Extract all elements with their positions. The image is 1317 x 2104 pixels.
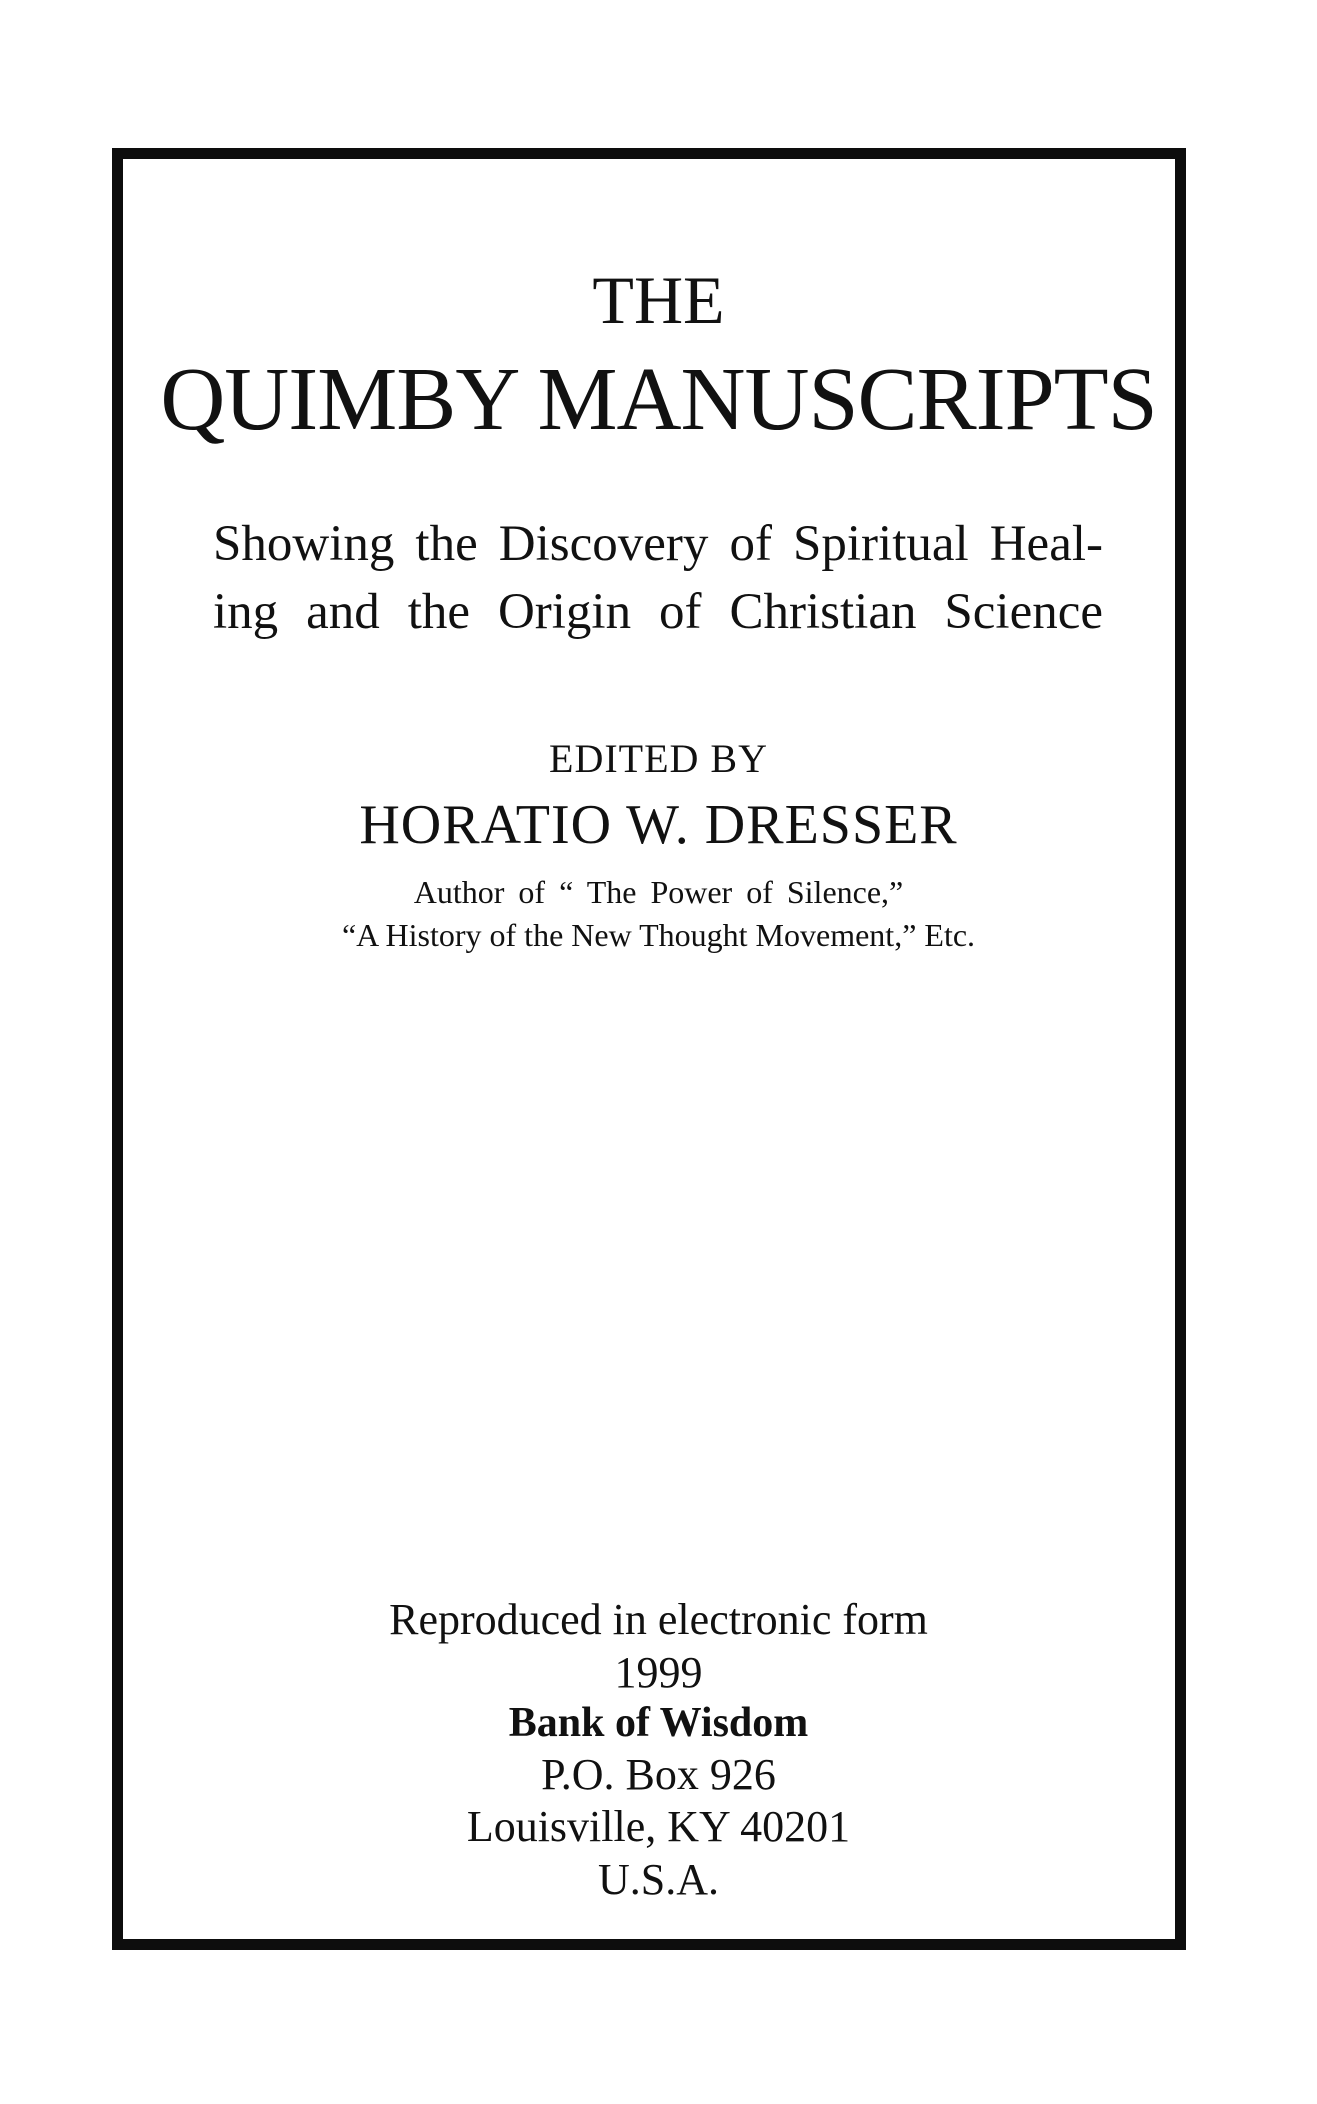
editor-credits-line-2: “A History of the New Thought Movement,” Etc.	[341, 917, 976, 953]
subtitle-line-1: Showing the Discovery of Spiritual Heal-	[213, 516, 1103, 572]
publisher-po-box: P.O. Box 926	[541, 1750, 776, 1799]
title-the: THE	[592, 262, 725, 338]
editor-credits-line-1: Author of “ The Power of Silence,”	[413, 874, 904, 910]
reproduction-note: Reproduced in electronic form	[389, 1595, 928, 1644]
editor-name: HORATIO W. DRESSER	[359, 794, 958, 856]
publisher-name: Bank of Wisdom	[508, 1700, 809, 1746]
edited-by-label: EDITED BY	[549, 736, 768, 781]
book-title: QUIMBY MANUSCRIPTS	[160, 350, 1157, 449]
reproduction-year: 1999	[614, 1648, 703, 1697]
subtitle-line-2: ing and the Origin of Christian Science	[213, 584, 1103, 640]
publisher-city: Louisville, KY 40201	[466, 1802, 851, 1851]
subtitle	[213, 510, 1103, 646]
publisher-country: U.S.A.	[597, 1855, 720, 1904]
